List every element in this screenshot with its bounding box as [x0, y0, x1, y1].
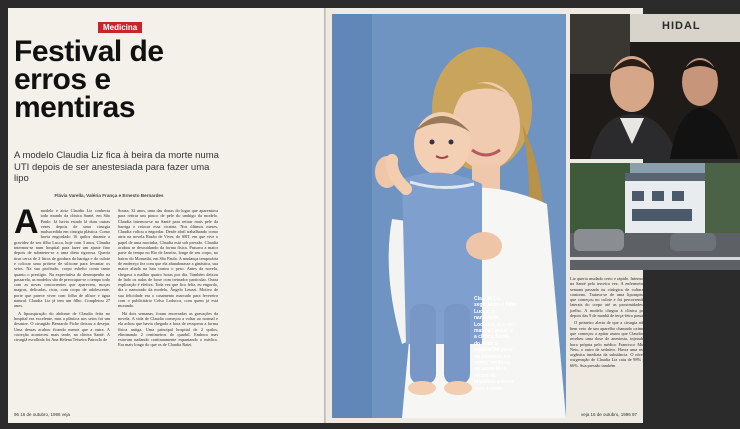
main-photo — [332, 14, 566, 418]
drop-cap: A — [14, 203, 39, 241]
right-page — [326, 8, 701, 423]
folio-left: 96 16 de outubro, 1996 veja — [14, 412, 71, 417]
article-byline: Flávia Varella, Valéria França e Ernesto Bernardes — [54, 193, 164, 198]
storefront-sign: HIDAL — [662, 20, 701, 32]
clinic-photo — [570, 163, 740, 270]
text-column-3 — [570, 276, 650, 368]
column-2b-text: Há dois semanas, foram encerradas as gravações da novela. A vida de Claudia começou a voltar ao normal e ela achou que havia chegado a hora de recuperar a forma física antiga. Uma principal hospital de 2 quilos, eliminando 2 centímetros do quadril. Embora mas estavam nadando continuamente espantando o médico. Era mais longo do que os de Claudia Raízi. — [118, 310, 218, 348]
left-page — [8, 8, 326, 423]
column-3-text: Liz queria mudado certo e rápido. Internou-se na Santé pela terceira vez. A enfermeira da semana passada ou cirúrgica de cultura de contorno. Tratava-se de uma lipoaspiração que começou no culote e foi percorrendo as laterais do corpo até as proximidades do joelho. A modelo chegou à clínica pouco depois das 9 de manhã de terça-feira passada. — [570, 276, 650, 319]
column-3b-text: O primeiro alerta de que a cirurgia não ia bem veio de um aparelho chamado oxímetro, que começou a apitar assim que Claudia Liz recebeu uma dose de anestesia, injetada na hora própria pelo médico Francisco Mimati Neto, o outro de sedativo. Havia uma reação orgânica imediata da substância. O nível de oxigenação de Claudia Liz caiu de 98% para 66%. Sua pressão também — [570, 320, 650, 368]
column-2-text: Souza, 32 anos, uma das donas do lugar que aparentava para retirar um pouco de pele do umbigo da modelo. Claudia internou-se na Santé para retirar mais pele da barriga e retocar essa cicatriz. Nos últimos meses, Claudia voltou a engordar. Desde abril trabalhando como atriz na novela Razão de Viver, do SBT, em que vive o papel de uma mocinha, Claudia está sob pressão. Claudia acabou se descuidando da forma física. Passava a maior parte do tempo no Rio de Janeiro, longe de seu corpo, no bairro do Morumbi, em São Paulo. A mudança temporária de endereço fez com que ela abandonasse a ginástica, sua maior aliada na luta contra o peso. Antes da novela, chegava a malhar quatro horas por dia. Também deixou de lado os aulas de boxe com treinador particular. Outra explicação é efetiva. Toda vez que fico feliz, eu engordo, diz o namorado da modelo, Ângelo Leuzzi. Motivo de sua felicidade era o casamento marcado para fevereiro com o publicitário Celso Loducca, com quem já está morando. — [118, 208, 218, 309]
folio-right: veja 16 de outubro, 1996 97 — [580, 412, 637, 417]
photo-caption: Claudia Liz, segurando o filho Lucca: o namorado, Loducca, e, o ex-marido Leuzzi; e a clínica Santé, do onde a modelo foi parar no Einstein, em coma: médicos na sexta-feira, receio de impalsos e risco para a visão — [474, 296, 516, 392]
article-title: Festival de erros e mentiras — [14, 35, 164, 124]
mother-and-baby-photo — [332, 14, 566, 418]
section-badge: Medicina — [98, 22, 142, 33]
text-column-2 — [118, 208, 218, 348]
two-men-photo — [570, 14, 740, 159]
clinic-building-photo — [570, 163, 740, 270]
column-1b-text: A lipoaspiração do abdome de Claudia feita no hospital era excelente, mas a plástica nos seios foi um desastre. O cirurgião Bernardo Fiche deixou a desejar. Uma dessas acabou ficando menor que a outra. A correção aconteceu mais tarde, na clínica Santé. A cirurgiã escolhida foi Ana Helena Teixeira Patroclo de — [14, 310, 110, 343]
men-photo — [570, 14, 740, 159]
article-deck: A modelo Claudia Liz fica à beira da morte numa UTI depois de ser anestesiada para fazer uma lipo — [14, 150, 219, 184]
text-column-1 — [14, 203, 110, 343]
column-1-text: modelo e atriz Claudia Liz conhecia todo mundo da clínica Santé, em São Paulo. Já havia estado lá duas outras vezes depois de uma cirurgia malsucedida em cirurgia plástica. Como havia engordado 16 quilos durante a gravidez de seu filho Lucca, hoje com 3 anos, Claudia internou-se num hospital para fazer um ajuste fino depois de submeter-se a uma dieta rigorosa. Queria tirar cerca de 2 litros de gordura da barriga e do culote e colocar uma prótese de silicone para levantar os seios. Na sua profissão, corpo esbelto conta tanto quanto o prestígio. Na expectativa do desempenho na passarela, as modelos são de preocupar-se o tempo todo com as novas concorrentes que aparecem, moças magras, delicadas, ricas, com corpo de adolescente, porte que parece viver com folha de alface e água natural. Claudia Liz já tem um filho. Completou 27 anos. — [14, 208, 110, 309]
